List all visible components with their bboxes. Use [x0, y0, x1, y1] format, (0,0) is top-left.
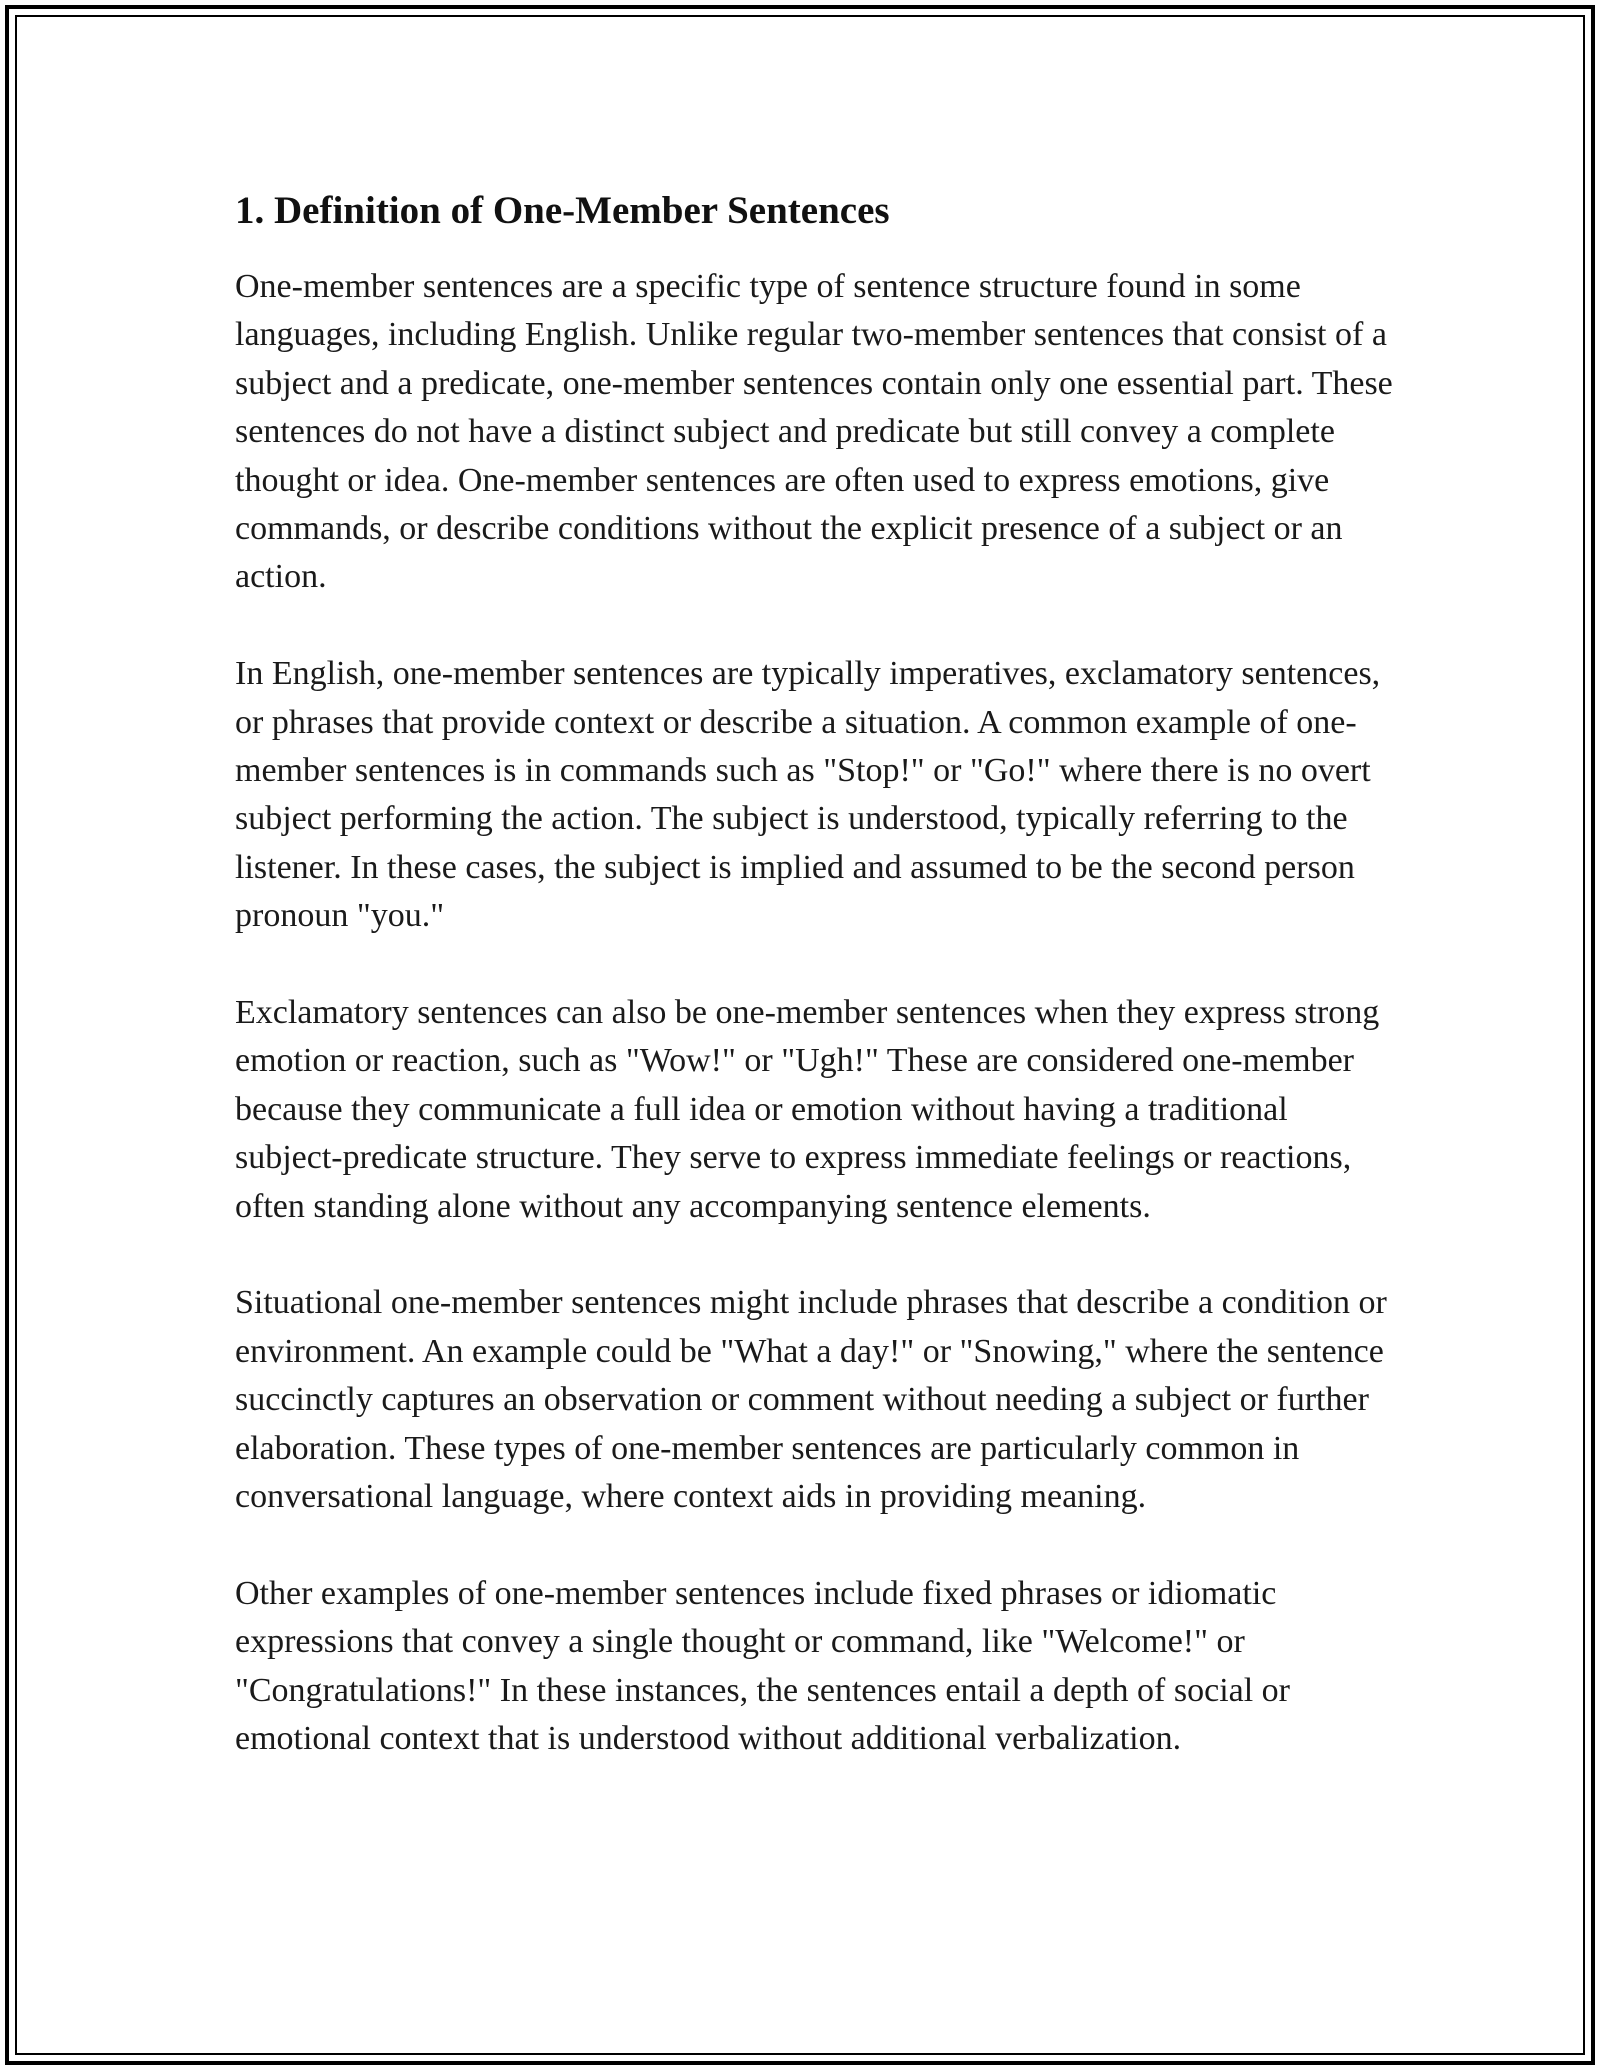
paragraph-imperatives: In English, one-member sentences are typically imperatives, exclamatory sentences, or phrases that provide context or describe a situation. A common example of one-member sentences is in commands such as "Stop!" or "Go!" where there is no overt subject performing the action. The subject is understood, typically referring to the listener. In these cases, the subject is implied and assumed to be the second person pronoun "you." [235, 655, 1381, 935]
section-heading: 1. Definition of One-Member Sentences [235, 189, 890, 232]
paragraph-situational: Situational one-member sentences might include phrases that describe a condition or environment. An example could be "What a day!" or "Snowing," where the sentence succinctly captures an observation or comment without needing a subject or further elaboration. These types of one-member sentences are particularly common in conversational language, where context aids in providing meaning. [235, 1284, 1387, 1516]
paragraph-other-examples: Other examples of one-member sentences include fixed phrases or idiomatic expressions that convey a single thought or command, like "Welcome!" or "Congratulations!" In these instances, the sentences entail a depth of social or emotional context that is understood without additional verbalization. [235, 1574, 1290, 1758]
paragraph-exclamatory: Exclamatory sentences can also be one-member sentences when they express strong emotion or reaction, such as "Wow!" or "Ugh!" These are considered one-member because they communicate a full idea or emotion without having a traditional subject-predicate structure. They serve to express immediate feelings or reactions, often standing alone without any accompanying sentence elements. [235, 994, 1380, 1225]
paragraph-definition: One-member sentences are a specific type of sentence structure found in some languages, including English. Unlike regular two-member sentences that consist of a subject and a predicate, one-member sentences contain only one essential part. These sentences do not have a distinct subject and predicate but still convey a complete thought or idea. One-member sentences are often used to express emotions, give commands, or describe conditions without the explicit presence of a subject or an action. [235, 268, 1393, 596]
document-body [235, 187, 1395, 1812]
